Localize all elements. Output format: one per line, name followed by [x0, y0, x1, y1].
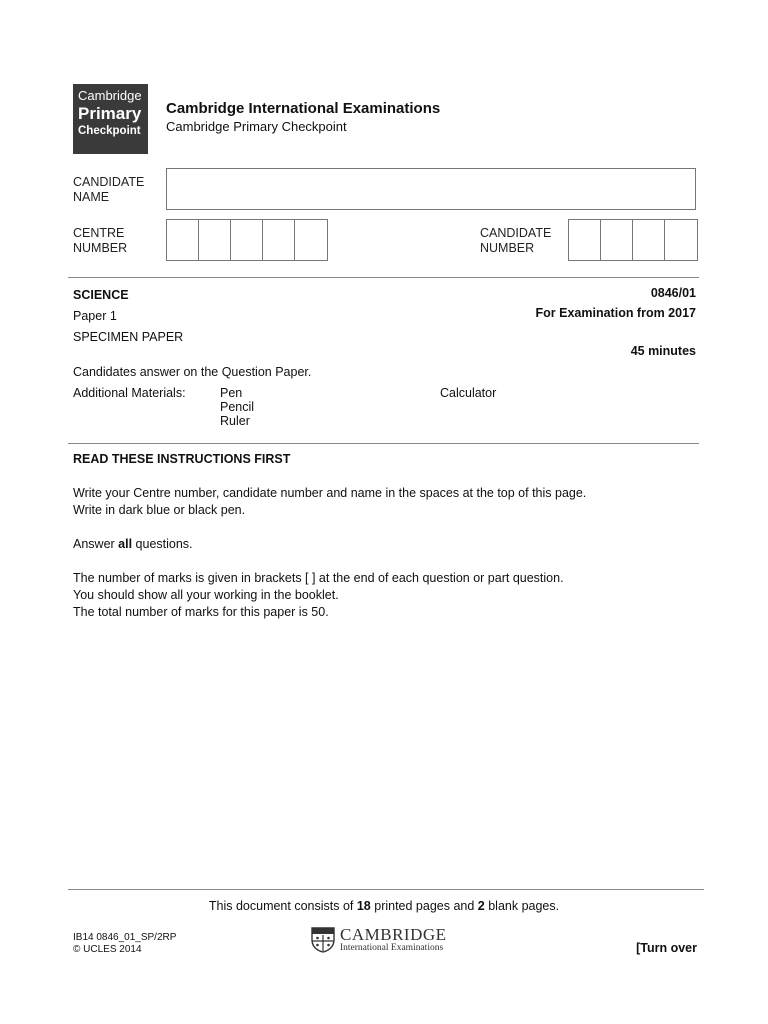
paper-number: Paper 1: [73, 309, 117, 323]
cambridge-primary-checkpoint-logo: [73, 84, 148, 154]
candidate-number-digit-box[interactable]: [569, 220, 601, 260]
centre-number-digit-box[interactable]: [167, 220, 199, 260]
candidate-number-digit-box[interactable]: [601, 220, 633, 260]
exam-board-subtitle: Cambridge Primary Checkpoint: [166, 119, 347, 134]
materials-extra: Calculator: [440, 386, 497, 400]
divider: [68, 277, 699, 278]
material-item: Pencil: [220, 400, 255, 414]
turn-over: [Turn over: [636, 941, 697, 955]
printed-pages: 18: [356, 899, 371, 913]
pages-mid: printed pages and: [370, 899, 478, 913]
answer-post: questions.: [132, 537, 193, 551]
cambridge-crest-icon: [311, 927, 335, 953]
paper-type: SPECIMEN PAPER: [73, 330, 184, 344]
candidate-name-label-line-2: NAME: [73, 190, 110, 204]
duration: 45 minutes: [630, 344, 696, 358]
page-count-note: [0, 899, 768, 914]
instruction-line: You should show all your working in the booklet.: [73, 588, 339, 602]
pages-pre: This document consists of: [208, 899, 357, 913]
centre-number-label-line-1: CENTRE: [73, 226, 125, 240]
answer-note: Candidates answer on the Question Paper.: [73, 365, 312, 379]
instruction-line: Write in dark blue or black pen.: [73, 503, 246, 517]
instruction-line: The total number of marks for this paper is 50.: [73, 605, 329, 619]
blank-pages: 2: [477, 899, 485, 913]
candidate-number-digit-box[interactable]: [633, 220, 665, 260]
candidate-number-label: [480, 226, 551, 256]
subject: SCIENCE: [73, 288, 129, 302]
candidate-number-label-line-1: CANDIDATE: [480, 226, 552, 240]
answer-bold: all: [118, 537, 133, 551]
candidate-number-label-line-2: NUMBER: [480, 241, 535, 255]
instructions-heading: READ THESE INSTRUCTIONS FIRST: [73, 452, 291, 466]
centre-number-label: [73, 226, 127, 256]
materials-list: [220, 386, 254, 428]
document-reference: IB14 0846_01_SP/2RP: [73, 932, 177, 943]
centre-number-digit-box[interactable]: [295, 220, 327, 260]
logo-line-3: Checkpoint: [78, 125, 141, 137]
materials-label: Additional Materials:: [73, 386, 186, 400]
centre-number-boxes: [166, 219, 328, 261]
divider: [68, 443, 699, 444]
logo-line-2: Primary: [78, 104, 142, 123]
centre-number-digit-box[interactable]: [199, 220, 231, 260]
candidate-name-field[interactable]: [166, 168, 696, 210]
centre-number-label-line-2: NUMBER: [73, 241, 128, 255]
instruction-line: The number of marks is given in brackets [ ] at the end of each question or part question.: [73, 571, 564, 585]
footer-reference: [73, 932, 176, 956]
exam-from: For Examination from 2017: [535, 306, 696, 320]
instruction-answer-all: [73, 537, 193, 552]
candidate-number-digit-box[interactable]: [665, 220, 697, 260]
centre-number-digit-box[interactable]: [231, 220, 263, 260]
instruction-line: Write your Centre number, candidate number and name in the spaces at the top of this page.: [73, 486, 587, 500]
footer-divider: [68, 889, 704, 890]
answer-pre: Answer: [73, 537, 119, 551]
paper-code: 0846/01: [650, 286, 696, 300]
candidate-number-boxes: [568, 219, 698, 261]
pages-post: blank pages.: [484, 899, 560, 913]
cambridge-brand: [311, 926, 447, 954]
material-item: Ruler: [220, 414, 250, 428]
brand-name: CAMBRIDGE: [340, 925, 447, 944]
copyright: © UCLES 2014: [73, 944, 142, 955]
material-item: Pen: [220, 386, 243, 400]
candidate-name-label-line-1: CANDIDATE: [73, 175, 145, 189]
exam-board-title: Cambridge International Examinations: [166, 100, 441, 117]
centre-number-digit-box[interactable]: [263, 220, 295, 260]
logo-line-1: Cambridge: [78, 88, 142, 103]
brand-subtitle: International Examinations: [340, 943, 444, 953]
candidate-name-label: [73, 175, 144, 205]
